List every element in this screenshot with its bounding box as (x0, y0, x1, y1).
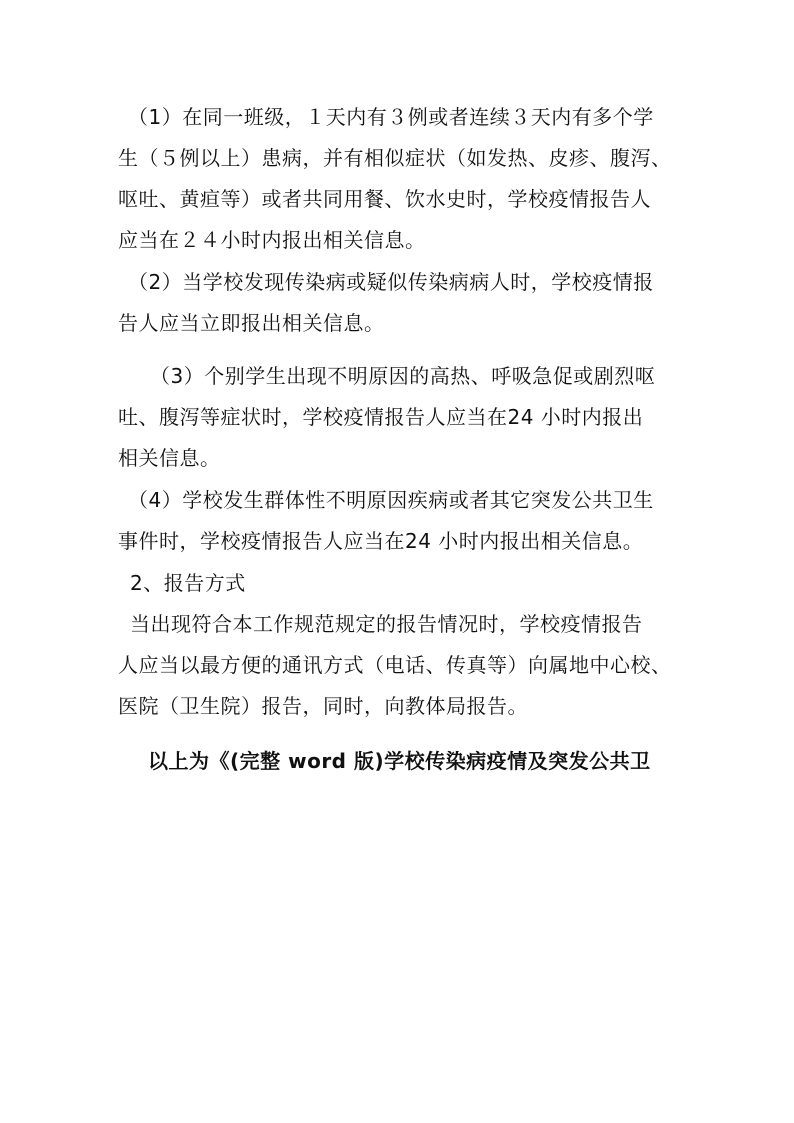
section-heading: 2、报告方式 (130, 571, 246, 595)
paragraph-1-line-2: 生（５例以上）患病，并有相似症状（如发热、皮疹、腹泻、 (118, 146, 672, 170)
paragraph-4-line-2: 事件时，学校疫情报告人应当在24 小时内报出相关信息。 (118, 529, 644, 553)
paragraph-3-line-1: （3）个别学生出现不明原因的高热、呼吸急促或剧烈呕 (150, 364, 656, 388)
paragraph-3-line-2: 吐、腹泻等症状时，学校疫情报告人应当在24 小时内报出 (118, 405, 644, 429)
paragraph-4-line-1: （4）学校发生群体性不明原因疾病或者其它突发公共卫生 (128, 488, 654, 512)
paragraph-5-line-1: 当出现符合本工作规范规定的报告情况时，学校疫情报告 (130, 612, 643, 636)
paragraph-3-line-3: 相关信息。 (118, 446, 221, 470)
paragraph-1-line-3: 呕吐、黄疸等）或者共同用餐、饮水史时，学校疫情报告人 (118, 187, 651, 211)
paragraph-5-line-3: 医院（卫生院）报告，同时，向教体局报告。 (118, 694, 528, 718)
paragraph-5-line-2: 人应当以最方便的通讯方式（电话、传真等）向属地中心校、 (118, 653, 672, 677)
paragraph-2-line-1: （2）当学校发现传染病或疑似传染病病人时，学校疫情报 (128, 270, 654, 294)
paragraph-2-line-2: 告人应当立即报出相关信息。 (118, 311, 385, 335)
closing-title-line: 以上为《(完整 word 版)学校传染病疫情及突发公共卫 (148, 749, 651, 773)
paragraph-1-line-1: （1）在同一班级，１天内有３例或者连续３天内有多个学 (128, 105, 654, 129)
paragraph-1-line-4: 应当在２４小时内报出相关信息。 (118, 228, 426, 252)
